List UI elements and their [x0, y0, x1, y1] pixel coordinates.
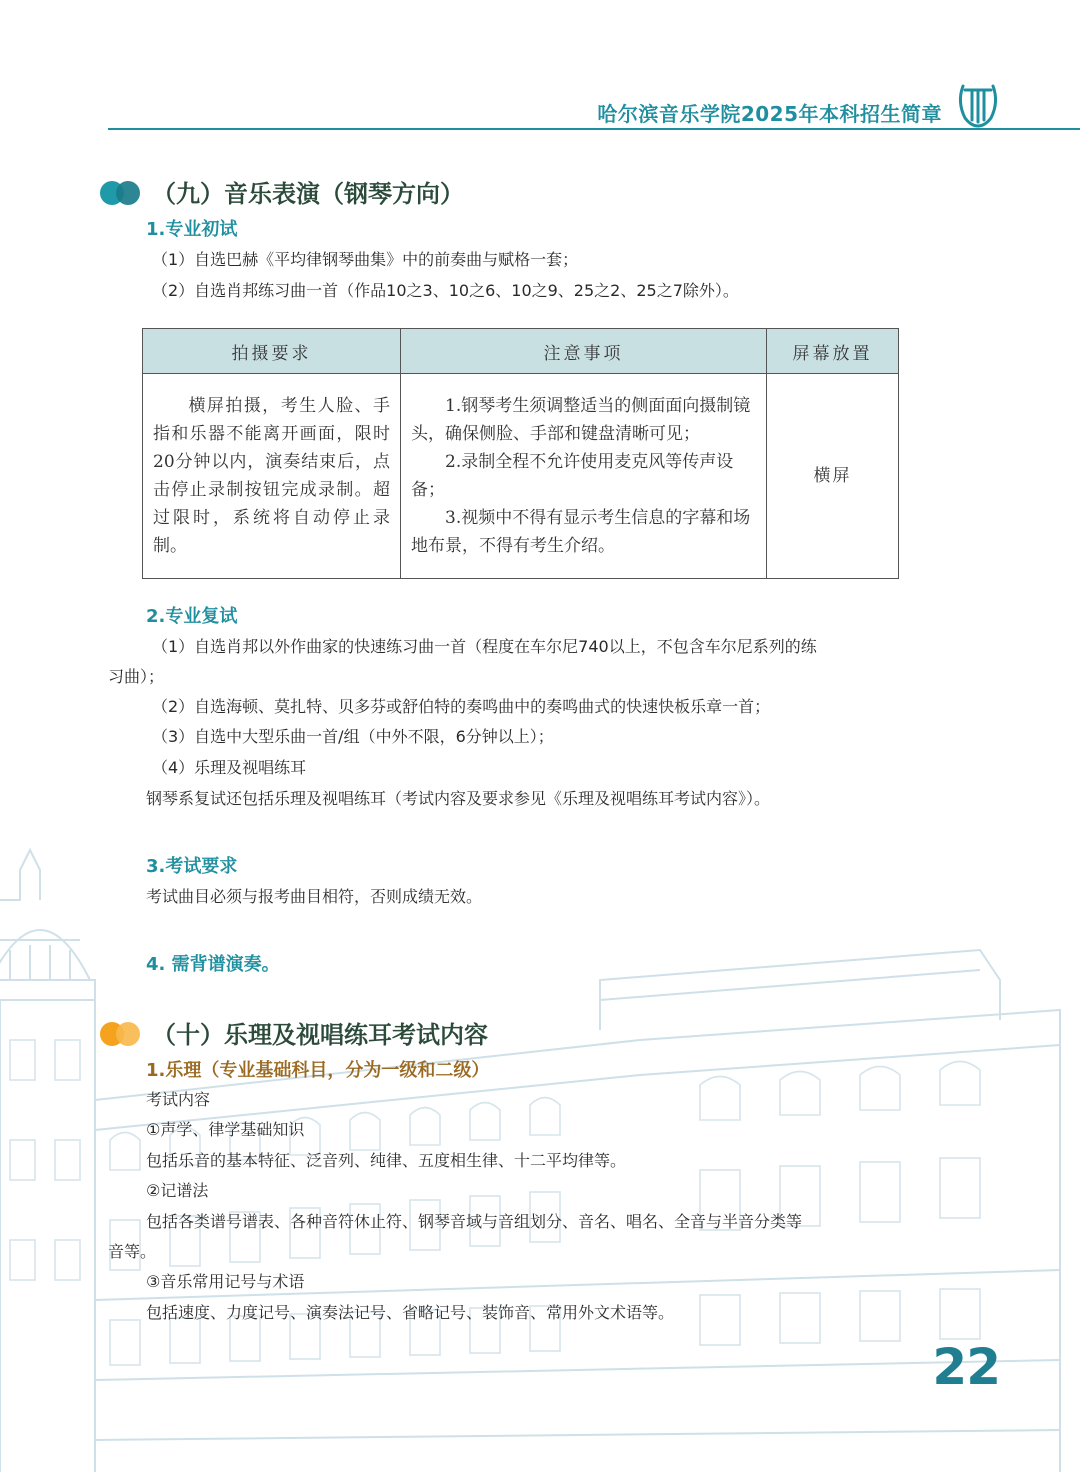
- theory-heading: 1.乐理（专业基础科目，分为一级和二级）: [146, 1060, 490, 1081]
- section-9-title-text: （九）音乐表演（钢琴方向）: [152, 180, 464, 208]
- header-title: 哈尔滨音乐学院2025年本科招生简章: [597, 102, 942, 126]
- prelim-item-1: （1）自选巴赫《平均律钢琴曲集》中的前奏曲与赋格一套；: [152, 250, 579, 269]
- exam-requirement-heading: 3.考试要求: [146, 856, 238, 877]
- exam-requirement-text: 考试曲目必须与报考曲目相符，否则成绩无效。: [146, 887, 483, 906]
- bullet-dots-icon: [100, 181, 142, 205]
- screen-placement-cell: 横屏: [767, 374, 899, 579]
- retest-note: 钢琴系复试还包括乐理及视唱练耳（考试内容及要求参见《乐理及视唱练耳考试内容》）。: [146, 789, 771, 808]
- retest-item-1-line-1: （1）自选肖邦以外作曲家的快速练习曲一首（程度在车尔尼740以上，不包含车尔尼系列的练: [152, 637, 817, 656]
- theory-topic-1-desc: 包括乐音的基本特征、泛音列、纯律、五度相生律、十二平均律等。: [146, 1151, 627, 1170]
- table-header-screen: 屏幕放置: [767, 329, 899, 374]
- theory-topic-3: ③音乐常用记号与术语: [146, 1272, 305, 1291]
- retest-item-3: （3）自选中大型乐曲一首/组（中外不限，6分钟以上）；: [152, 727, 554, 746]
- prelim-item-2: （2）自选肖邦练习曲一首（作品10之3、10之6、10之9、25之2、25之7除外）。: [152, 281, 739, 300]
- retest-heading: 2.专业复试: [146, 606, 238, 627]
- table-row: [143, 374, 899, 579]
- retest-item-4: （4）乐理及视唱练耳: [152, 758, 307, 777]
- section-10-title: [100, 1015, 488, 1050]
- theory-topic-2: ②记谱法: [146, 1181, 209, 1200]
- theory-topic-2-desc-line-1: 包括各类谱号谱表、各种音符休止符、钢琴音域与音组划分、音名、唱名、全音与半音分类等: [146, 1212, 803, 1231]
- table-header-shooting: 拍摄要求: [143, 329, 401, 374]
- page-number: 22: [932, 1338, 1000, 1396]
- theory-topic-3-desc: 包括速度、力度记号、演奏法记号、省略记号、装饰音、常用外文术语等。: [146, 1303, 675, 1322]
- recording-requirements-table: [142, 328, 899, 579]
- table-header-notes: 注意事项: [401, 329, 767, 374]
- lyre-logo-icon: [955, 80, 1001, 130]
- header-rule: [108, 128, 1080, 130]
- retest-item-1-line-2: 习曲）；: [108, 667, 165, 686]
- shooting-requirement-text: 横屏拍摄，考生人脸、手指和乐器不能离开画面，限时20分钟以内，演奏结束后，点击停止录制按钮完成录制。超过限时，系统将自动停止录制。: [153, 396, 390, 556]
- retest-item-2: （2）自选海顿、莫扎特、贝多芬或舒伯特的奏鸣曲中的奏鸣曲式的快速快板乐章一首；: [152, 697, 771, 716]
- memorize-requirement: 4. 需背谱演奏。: [146, 954, 280, 975]
- bullet-dots-icon: [100, 1022, 142, 1046]
- section-10-title-text: （十）乐理及视唱练耳考试内容: [152, 1021, 488, 1049]
- table-header-row: [143, 329, 899, 374]
- section-9-title: [100, 174, 464, 209]
- theory-topic-2-desc-line-2: 音等。: [108, 1242, 157, 1261]
- prelim-heading: 1.专业初试: [146, 219, 238, 240]
- theory-topic-1: ①声学、律学基础知识: [146, 1120, 305, 1139]
- note-1: 1.钢琴考生须调整适当的侧面面向摄制镜头，确保侧脸、手部和键盘清晰可见；: [411, 396, 751, 444]
- note-2: 2.录制全程不允许使用麦克风等传声设备；: [411, 452, 734, 500]
- shooting-requirement-cell: [143, 374, 401, 579]
- note-3: 3.视频中不得有显示考生信息的字幕和场地布景，不得有考生介绍。: [411, 508, 751, 556]
- exam-content-label: 考试内容: [146, 1090, 211, 1109]
- notes-cell: [401, 374, 767, 579]
